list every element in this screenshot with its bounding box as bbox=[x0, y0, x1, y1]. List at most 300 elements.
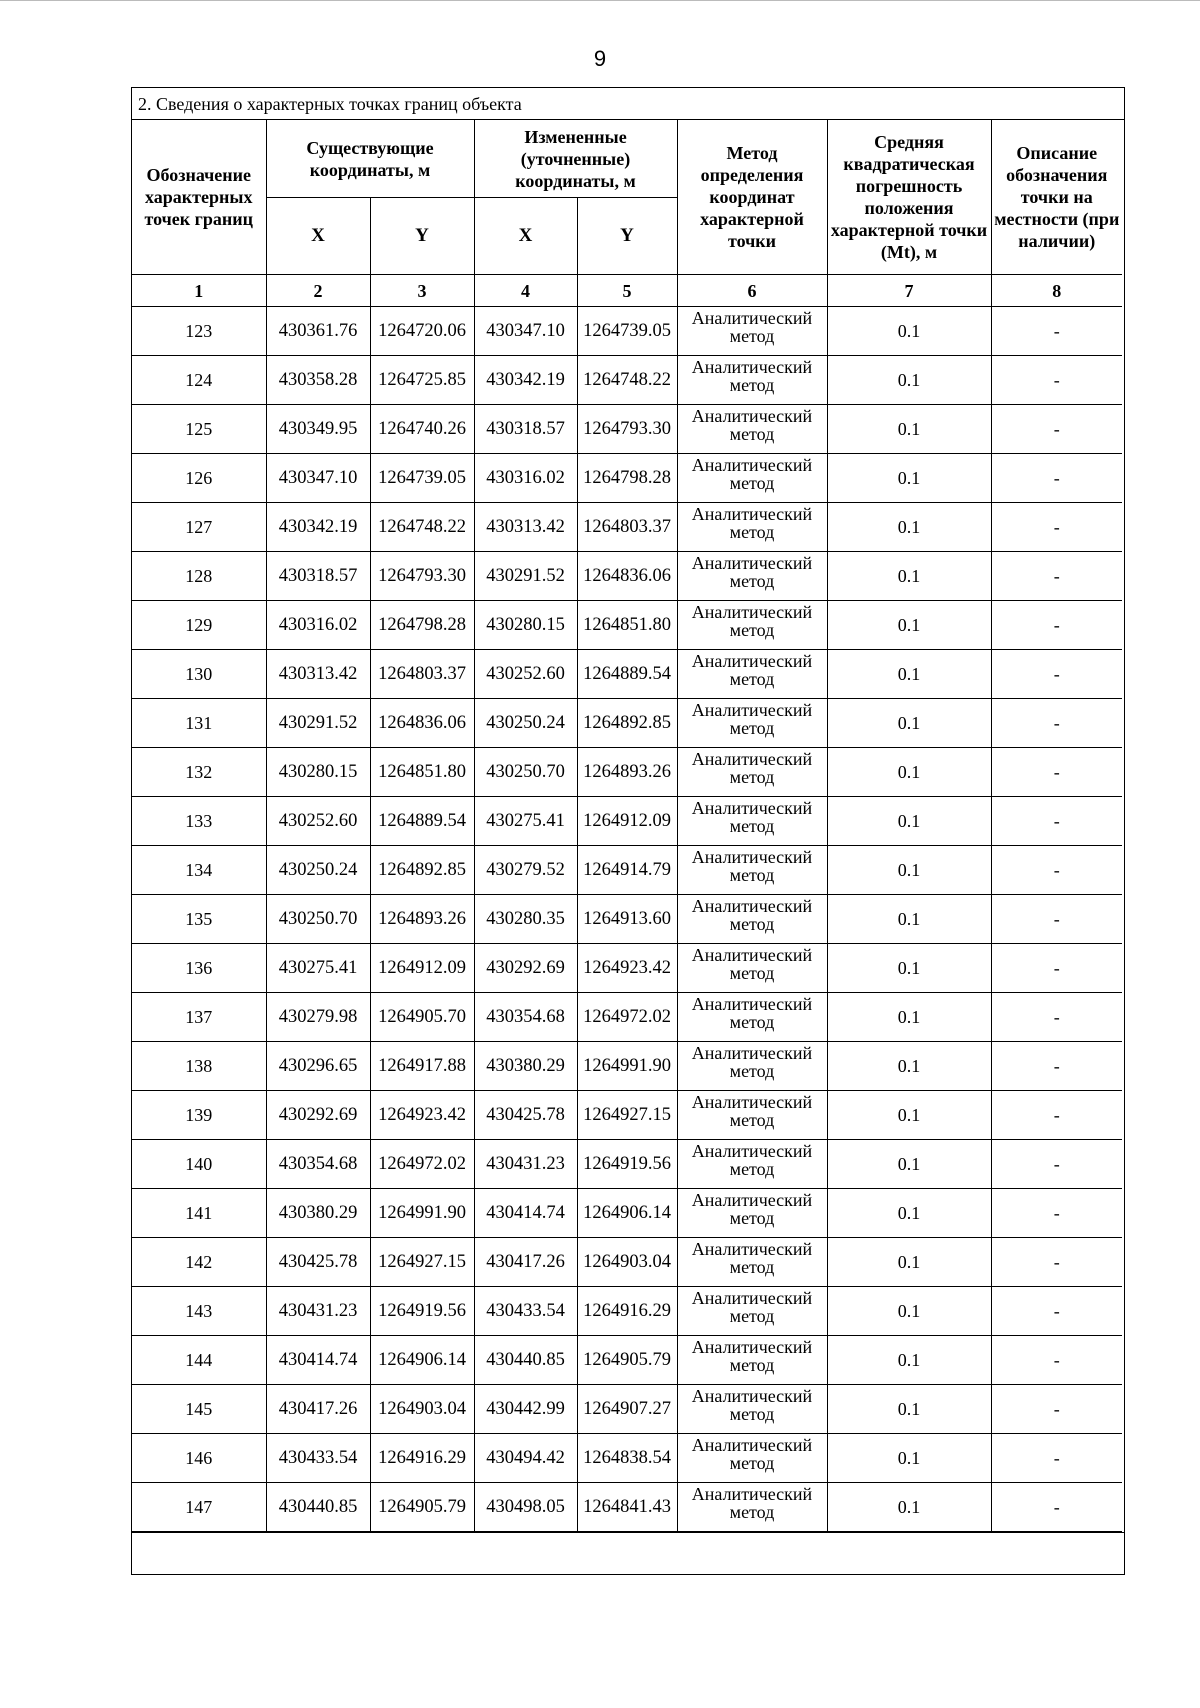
table-row bbox=[132, 454, 1122, 503]
header-method: Метод определения координат характерной точки bbox=[677, 120, 827, 275]
column-number: 5 bbox=[577, 275, 677, 307]
page-top-edge bbox=[0, 0, 1200, 1]
table-row bbox=[132, 552, 1122, 601]
method-line-2: метод bbox=[729, 1404, 775, 1424]
changed-x-cell: 430380.29 bbox=[474, 1042, 577, 1091]
existing-y-cell: 1264905.70 bbox=[370, 993, 474, 1042]
existing-y-cell: 1264903.04 bbox=[370, 1385, 474, 1434]
existing-x-cell: 430349.95 bbox=[266, 405, 370, 454]
existing-y-cell: 1264720.06 bbox=[370, 307, 474, 356]
existing-y-cell: 1264836.06 bbox=[370, 699, 474, 748]
description-cell: - bbox=[991, 1287, 1122, 1336]
point-cell: 142 bbox=[132, 1238, 266, 1287]
changed-y-cell: 1264893.26 bbox=[577, 748, 677, 797]
existing-x-cell: 430425.78 bbox=[266, 1238, 370, 1287]
method-cell bbox=[677, 1189, 827, 1238]
method-line-1: Аналитический bbox=[691, 700, 813, 720]
changed-y-cell: 1264927.15 bbox=[577, 1091, 677, 1140]
description-cell: - bbox=[991, 748, 1122, 797]
table-body bbox=[132, 307, 1122, 1532]
method-line-2: метод bbox=[729, 718, 775, 738]
table-row bbox=[132, 699, 1122, 748]
point-cell: 147 bbox=[132, 1483, 266, 1532]
changed-y-cell: 1264836.06 bbox=[577, 552, 677, 601]
method-line-1: Аналитический bbox=[691, 602, 813, 622]
existing-y-cell: 1264892.85 bbox=[370, 846, 474, 895]
existing-x-cell: 430440.85 bbox=[266, 1483, 370, 1532]
method-line-1: Аналитический bbox=[691, 1141, 813, 1161]
mean-error-cell: 0.1 bbox=[827, 944, 991, 993]
changed-x-cell: 430417.26 bbox=[474, 1238, 577, 1287]
mean-error-cell: 0.1 bbox=[827, 405, 991, 454]
changed-y-cell: 1264798.28 bbox=[577, 454, 677, 503]
changed-y-cell: 1264841.43 bbox=[577, 1483, 677, 1532]
method-line-1: Аналитический bbox=[691, 1337, 813, 1357]
existing-y-cell: 1264739.05 bbox=[370, 454, 474, 503]
table-row bbox=[132, 405, 1122, 454]
mean-error-cell: 0.1 bbox=[827, 993, 991, 1042]
method-line-1: Аналитический bbox=[691, 896, 813, 916]
table-row bbox=[132, 1336, 1122, 1385]
method-line-1: Аналитический bbox=[691, 798, 813, 818]
method-line-2: метод bbox=[729, 1061, 775, 1081]
existing-x-cell: 430280.15 bbox=[266, 748, 370, 797]
existing-y-cell: 1264889.54 bbox=[370, 797, 474, 846]
description-cell: - bbox=[991, 699, 1122, 748]
method-cell bbox=[677, 552, 827, 601]
changed-y-cell: 1264914.79 bbox=[577, 846, 677, 895]
table-row bbox=[132, 895, 1122, 944]
point-cell: 126 bbox=[132, 454, 266, 503]
mean-error-cell: 0.1 bbox=[827, 552, 991, 601]
existing-y-cell: 1264917.88 bbox=[370, 1042, 474, 1091]
changed-x-cell: 430291.52 bbox=[474, 552, 577, 601]
header-existing-x: X bbox=[266, 198, 370, 275]
column-number: 6 bbox=[677, 275, 827, 307]
existing-y-cell: 1264991.90 bbox=[370, 1189, 474, 1238]
method-line-2: метод bbox=[729, 865, 775, 885]
mean-error-cell: 0.1 bbox=[827, 1336, 991, 1385]
header-existing-y: Y bbox=[370, 198, 474, 275]
method-cell bbox=[677, 405, 827, 454]
description-cell: - bbox=[991, 1336, 1122, 1385]
method-line-2: метод bbox=[729, 1110, 775, 1130]
empty-footer-row bbox=[132, 1532, 1124, 1568]
existing-x-cell: 430292.69 bbox=[266, 1091, 370, 1140]
changed-y-cell: 1264916.29 bbox=[577, 1287, 677, 1336]
description-cell: - bbox=[991, 650, 1122, 699]
table-row bbox=[132, 1189, 1122, 1238]
existing-y-cell: 1264927.15 bbox=[370, 1238, 474, 1287]
changed-x-cell: 430280.35 bbox=[474, 895, 577, 944]
method-line-1: Аналитический bbox=[691, 651, 813, 671]
method-cell bbox=[677, 944, 827, 993]
description-cell: - bbox=[991, 307, 1122, 356]
existing-x-cell: 430318.57 bbox=[266, 552, 370, 601]
existing-x-cell: 430347.10 bbox=[266, 454, 370, 503]
existing-y-cell: 1264851.80 bbox=[370, 748, 474, 797]
existing-y-cell: 1264919.56 bbox=[370, 1287, 474, 1336]
changed-y-cell: 1264903.04 bbox=[577, 1238, 677, 1287]
point-cell: 135 bbox=[132, 895, 266, 944]
existing-x-cell: 430279.98 bbox=[266, 993, 370, 1042]
table-row bbox=[132, 1287, 1122, 1336]
method-line-1: Аналитический bbox=[691, 455, 813, 475]
section-title: 2. Сведения о характерных точках границ объекта bbox=[132, 88, 1124, 120]
point-cell: 139 bbox=[132, 1091, 266, 1140]
changed-x-cell: 430431.23 bbox=[474, 1140, 577, 1189]
changed-x-cell: 430347.10 bbox=[474, 307, 577, 356]
description-cell: - bbox=[991, 1238, 1122, 1287]
existing-x-cell: 430342.19 bbox=[266, 503, 370, 552]
boundary-points-table bbox=[132, 120, 1122, 1532]
changed-x-cell: 430414.74 bbox=[474, 1189, 577, 1238]
changed-y-cell: 1264838.54 bbox=[577, 1434, 677, 1483]
method-line-1: Аналитический bbox=[691, 406, 813, 426]
method-cell bbox=[677, 1434, 827, 1483]
point-cell: 124 bbox=[132, 356, 266, 405]
changed-y-cell: 1264912.09 bbox=[577, 797, 677, 846]
table-row bbox=[132, 1238, 1122, 1287]
changed-y-cell: 1264923.42 bbox=[577, 944, 677, 993]
changed-x-cell: 430250.70 bbox=[474, 748, 577, 797]
changed-y-cell: 1264803.37 bbox=[577, 503, 677, 552]
mean-error-cell: 0.1 bbox=[827, 454, 991, 503]
changed-y-cell: 1264913.60 bbox=[577, 895, 677, 944]
method-cell bbox=[677, 1140, 827, 1189]
method-line-1: Аналитический bbox=[691, 1043, 813, 1063]
existing-x-cell: 430313.42 bbox=[266, 650, 370, 699]
column-number: 7 bbox=[827, 275, 991, 307]
method-line-1: Аналитический bbox=[691, 945, 813, 965]
method-cell bbox=[677, 895, 827, 944]
table-row bbox=[132, 1483, 1122, 1532]
method-cell bbox=[677, 503, 827, 552]
existing-y-cell: 1264906.14 bbox=[370, 1336, 474, 1385]
existing-y-cell: 1264923.42 bbox=[370, 1091, 474, 1140]
table-row bbox=[132, 503, 1122, 552]
changed-y-cell: 1264739.05 bbox=[577, 307, 677, 356]
method-cell bbox=[677, 650, 827, 699]
method-line-1: Аналитический bbox=[691, 1190, 813, 1210]
description-cell: - bbox=[991, 1091, 1122, 1140]
description-cell: - bbox=[991, 1189, 1122, 1238]
description-cell: - bbox=[991, 1042, 1122, 1091]
mean-error-cell: 0.1 bbox=[827, 1238, 991, 1287]
existing-x-cell: 430296.65 bbox=[266, 1042, 370, 1091]
changed-x-cell: 430318.57 bbox=[474, 405, 577, 454]
description-cell: - bbox=[991, 944, 1122, 993]
changed-y-cell: 1264905.79 bbox=[577, 1336, 677, 1385]
changed-y-cell: 1264991.90 bbox=[577, 1042, 677, 1091]
description-cell: - bbox=[991, 1483, 1122, 1532]
mean-error-cell: 0.1 bbox=[827, 1434, 991, 1483]
mean-error-cell: 0.1 bbox=[827, 1091, 991, 1140]
method-line-2: метод bbox=[729, 1257, 775, 1277]
changed-y-cell: 1264906.14 bbox=[577, 1189, 677, 1238]
method-line-1: Аналитический bbox=[691, 1288, 813, 1308]
header-changed-coords: Измененные (уточненные) координаты, м bbox=[474, 120, 677, 198]
method-cell bbox=[677, 1483, 827, 1532]
point-cell: 131 bbox=[132, 699, 266, 748]
table-row bbox=[132, 601, 1122, 650]
column-number: 2 bbox=[266, 275, 370, 307]
boundary-points-sheet bbox=[131, 87, 1125, 1575]
mean-error-cell: 0.1 bbox=[827, 356, 991, 405]
existing-x-cell: 430431.23 bbox=[266, 1287, 370, 1336]
method-cell bbox=[677, 1287, 827, 1336]
method-line-2: метод bbox=[729, 963, 775, 983]
description-cell: - bbox=[991, 1434, 1122, 1483]
changed-x-cell: 430313.42 bbox=[474, 503, 577, 552]
existing-y-cell: 1264740.26 bbox=[370, 405, 474, 454]
method-line-1: Аналитический bbox=[691, 1386, 813, 1406]
method-cell bbox=[677, 748, 827, 797]
method-cell bbox=[677, 356, 827, 405]
method-cell bbox=[677, 307, 827, 356]
table-row bbox=[132, 1140, 1122, 1189]
table-row bbox=[132, 1434, 1122, 1483]
mean-error-cell: 0.1 bbox=[827, 307, 991, 356]
table-row bbox=[132, 1385, 1122, 1434]
method-line-1: Аналитический bbox=[691, 357, 813, 377]
point-cell: 143 bbox=[132, 1287, 266, 1336]
existing-y-cell: 1264905.79 bbox=[370, 1483, 474, 1532]
header-mean-error: Средняя квадратическая погрешность положения характерной точки (Mt), м bbox=[827, 120, 991, 275]
mean-error-cell: 0.1 bbox=[827, 1189, 991, 1238]
point-cell: 130 bbox=[132, 650, 266, 699]
mean-error-cell: 0.1 bbox=[827, 1287, 991, 1336]
point-cell: 132 bbox=[132, 748, 266, 797]
mean-error-cell: 0.1 bbox=[827, 797, 991, 846]
existing-x-cell: 430361.76 bbox=[266, 307, 370, 356]
changed-x-cell: 430498.05 bbox=[474, 1483, 577, 1532]
existing-x-cell: 430275.41 bbox=[266, 944, 370, 993]
description-cell: - bbox=[991, 552, 1122, 601]
point-cell: 133 bbox=[132, 797, 266, 846]
method-line-2: метод bbox=[729, 620, 775, 640]
method-line-2: метод bbox=[729, 767, 775, 787]
existing-x-cell: 430433.54 bbox=[266, 1434, 370, 1483]
table-row bbox=[132, 944, 1122, 993]
changed-y-cell: 1264889.54 bbox=[577, 650, 677, 699]
method-cell bbox=[677, 1091, 827, 1140]
column-number: 1 bbox=[132, 275, 266, 307]
method-line-2: метод bbox=[729, 914, 775, 934]
method-line-1: Аналитический bbox=[691, 847, 813, 867]
method-line-2: метод bbox=[729, 424, 775, 444]
point-cell: 129 bbox=[132, 601, 266, 650]
point-cell: 125 bbox=[132, 405, 266, 454]
method-line-1: Аналитический bbox=[691, 504, 813, 524]
changed-y-cell: 1264972.02 bbox=[577, 993, 677, 1042]
table-row bbox=[132, 356, 1122, 405]
table-row bbox=[132, 1042, 1122, 1091]
table-row bbox=[132, 1091, 1122, 1140]
method-line-1: Аналитический bbox=[691, 553, 813, 573]
existing-y-cell: 1264972.02 bbox=[370, 1140, 474, 1189]
method-cell bbox=[677, 699, 827, 748]
header-changed-y: Y bbox=[577, 198, 677, 275]
point-cell: 136 bbox=[132, 944, 266, 993]
method-line-1: Аналитический bbox=[691, 749, 813, 769]
method-line-2: метод bbox=[729, 816, 775, 836]
changed-x-cell: 430280.15 bbox=[474, 601, 577, 650]
changed-x-cell: 430275.41 bbox=[474, 797, 577, 846]
existing-x-cell: 430358.28 bbox=[266, 356, 370, 405]
existing-x-cell: 430414.74 bbox=[266, 1336, 370, 1385]
column-number: 4 bbox=[474, 275, 577, 307]
mean-error-cell: 0.1 bbox=[827, 1042, 991, 1091]
existing-y-cell: 1264912.09 bbox=[370, 944, 474, 993]
mean-error-cell: 0.1 bbox=[827, 895, 991, 944]
changed-x-cell: 430494.42 bbox=[474, 1434, 577, 1483]
point-cell: 137 bbox=[132, 993, 266, 1042]
table-row bbox=[132, 650, 1122, 699]
description-cell: - bbox=[991, 895, 1122, 944]
description-cell: - bbox=[991, 503, 1122, 552]
existing-y-cell: 1264916.29 bbox=[370, 1434, 474, 1483]
header-description: Описание обозначения точки на местности (при наличии) bbox=[991, 120, 1122, 275]
mean-error-cell: 0.1 bbox=[827, 1483, 991, 1532]
existing-y-cell: 1264798.28 bbox=[370, 601, 474, 650]
method-cell bbox=[677, 1042, 827, 1091]
existing-x-cell: 430380.29 bbox=[266, 1189, 370, 1238]
page-number: 9 bbox=[593, 46, 607, 71]
table-row bbox=[132, 846, 1122, 895]
point-cell: 128 bbox=[132, 552, 266, 601]
method-line-2: метод bbox=[729, 1208, 775, 1228]
method-cell bbox=[677, 454, 827, 503]
table-row bbox=[132, 307, 1122, 356]
description-cell: - bbox=[991, 601, 1122, 650]
changed-x-cell: 430442.99 bbox=[474, 1385, 577, 1434]
changed-x-cell: 430250.24 bbox=[474, 699, 577, 748]
point-cell: 144 bbox=[132, 1336, 266, 1385]
point-cell: 141 bbox=[132, 1189, 266, 1238]
existing-x-cell: 430417.26 bbox=[266, 1385, 370, 1434]
changed-x-cell: 430425.78 bbox=[474, 1091, 577, 1140]
changed-y-cell: 1264892.85 bbox=[577, 699, 677, 748]
method-line-2: метод bbox=[729, 1159, 775, 1179]
changed-x-cell: 430440.85 bbox=[474, 1336, 577, 1385]
method-cell bbox=[677, 797, 827, 846]
changed-y-cell: 1264748.22 bbox=[577, 356, 677, 405]
method-line-2: метод bbox=[729, 326, 775, 346]
description-cell: - bbox=[991, 1385, 1122, 1434]
point-cell: 138 bbox=[132, 1042, 266, 1091]
method-cell bbox=[677, 1385, 827, 1434]
method-line-2: метод bbox=[729, 1355, 775, 1375]
method-cell bbox=[677, 993, 827, 1042]
method-line-1: Аналитический bbox=[691, 994, 813, 1014]
method-cell bbox=[677, 1238, 827, 1287]
method-line-2: метод bbox=[729, 1306, 775, 1326]
header-point-designation: Обозначение характерных точек границ bbox=[132, 120, 266, 275]
changed-x-cell: 430433.54 bbox=[474, 1287, 577, 1336]
column-number: 8 bbox=[991, 275, 1122, 307]
description-cell: - bbox=[991, 1140, 1122, 1189]
changed-y-cell: 1264851.80 bbox=[577, 601, 677, 650]
method-cell bbox=[677, 601, 827, 650]
existing-y-cell: 1264748.22 bbox=[370, 503, 474, 552]
method-line-2: метод bbox=[729, 1012, 775, 1032]
mean-error-cell: 0.1 bbox=[827, 1385, 991, 1434]
existing-x-cell: 430354.68 bbox=[266, 1140, 370, 1189]
mean-error-cell: 0.1 bbox=[827, 846, 991, 895]
method-line-1: Аналитический bbox=[691, 308, 813, 328]
method-line-2: метод bbox=[729, 1453, 775, 1473]
method-line-1: Аналитический bbox=[691, 1092, 813, 1112]
existing-x-cell: 430250.70 bbox=[266, 895, 370, 944]
method-cell bbox=[677, 1336, 827, 1385]
changed-y-cell: 1264919.56 bbox=[577, 1140, 677, 1189]
header-existing-coords: Существующие координаты, м bbox=[266, 120, 474, 198]
method-line-2: метод bbox=[729, 375, 775, 395]
changed-x-cell: 430342.19 bbox=[474, 356, 577, 405]
method-line-2: метод bbox=[729, 522, 775, 542]
method-line-1: Аналитический bbox=[691, 1435, 813, 1455]
mean-error-cell: 0.1 bbox=[827, 1140, 991, 1189]
method-line-2: метод bbox=[729, 669, 775, 689]
existing-x-cell: 430250.24 bbox=[266, 846, 370, 895]
point-cell: 140 bbox=[132, 1140, 266, 1189]
point-cell: 127 bbox=[132, 503, 266, 552]
existing-x-cell: 430252.60 bbox=[266, 797, 370, 846]
column-number: 3 bbox=[370, 275, 474, 307]
mean-error-cell: 0.1 bbox=[827, 601, 991, 650]
changed-x-cell: 430316.02 bbox=[474, 454, 577, 503]
changed-y-cell: 1264907.27 bbox=[577, 1385, 677, 1434]
method-line-2: метод bbox=[729, 571, 775, 591]
method-line-1: Аналитический bbox=[691, 1484, 813, 1504]
method-line-2: метод bbox=[729, 473, 775, 493]
mean-error-cell: 0.1 bbox=[827, 503, 991, 552]
changed-x-cell: 430279.52 bbox=[474, 846, 577, 895]
method-line-1: Аналитический bbox=[691, 1239, 813, 1259]
changed-y-cell: 1264793.30 bbox=[577, 405, 677, 454]
mean-error-cell: 0.1 bbox=[827, 650, 991, 699]
table-row bbox=[132, 748, 1122, 797]
table-row bbox=[132, 797, 1122, 846]
table-row bbox=[132, 993, 1122, 1042]
description-cell: - bbox=[991, 405, 1122, 454]
point-cell: 134 bbox=[132, 846, 266, 895]
header-changed-x: X bbox=[474, 198, 577, 275]
changed-x-cell: 430252.60 bbox=[474, 650, 577, 699]
point-cell: 145 bbox=[132, 1385, 266, 1434]
mean-error-cell: 0.1 bbox=[827, 748, 991, 797]
description-cell: - bbox=[991, 454, 1122, 503]
point-cell: 146 bbox=[132, 1434, 266, 1483]
existing-y-cell: 1264893.26 bbox=[370, 895, 474, 944]
method-line-2: метод bbox=[729, 1502, 775, 1522]
existing-x-cell: 430316.02 bbox=[266, 601, 370, 650]
description-cell: - bbox=[991, 846, 1122, 895]
mean-error-cell: 0.1 bbox=[827, 699, 991, 748]
point-cell: 123 bbox=[132, 307, 266, 356]
method-cell bbox=[677, 846, 827, 895]
existing-y-cell: 1264803.37 bbox=[370, 650, 474, 699]
changed-x-cell: 430354.68 bbox=[474, 993, 577, 1042]
description-cell: - bbox=[991, 993, 1122, 1042]
existing-x-cell: 430291.52 bbox=[266, 699, 370, 748]
existing-y-cell: 1264793.30 bbox=[370, 552, 474, 601]
description-cell: - bbox=[991, 356, 1122, 405]
description-cell: - bbox=[991, 797, 1122, 846]
existing-y-cell: 1264725.85 bbox=[370, 356, 474, 405]
changed-x-cell: 430292.69 bbox=[474, 944, 577, 993]
